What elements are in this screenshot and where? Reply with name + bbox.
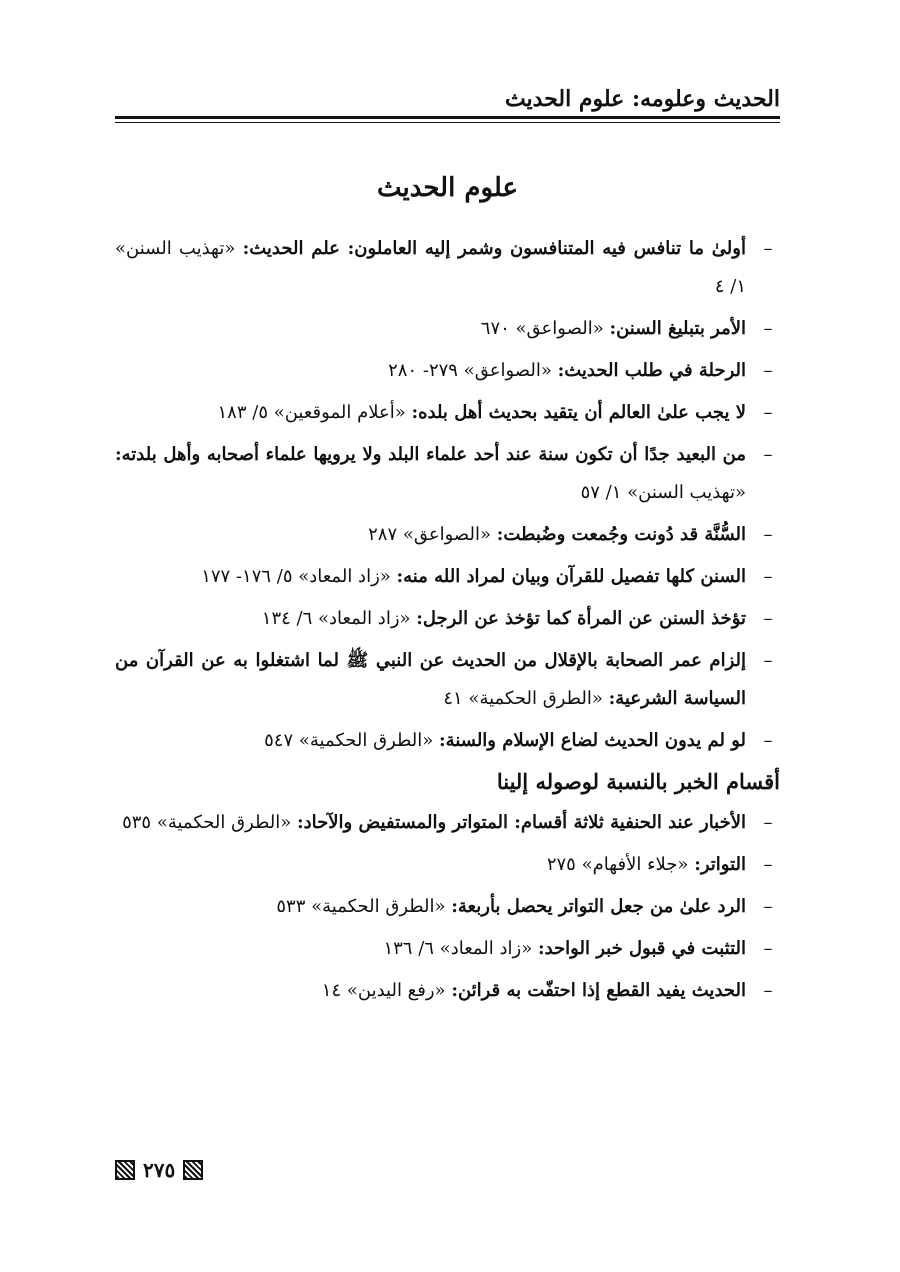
entry-topic: تؤخذ السنن عن المرأة كما تؤخذ عن الرجل: — [416, 608, 746, 629]
list-item — [115, 352, 780, 390]
list-item — [115, 600, 780, 638]
entries-group-2 — [115, 804, 780, 1010]
entry-topic: لو لم يدون الحديث لضاع الإسلام والسنة: — [439, 730, 746, 751]
content-body — [115, 230, 780, 1014]
list-item — [115, 558, 780, 596]
running-header — [115, 84, 780, 118]
entry-reference: «الطرق الحكمية» ٥٤٧ — [264, 730, 434, 751]
entry-topic: التواتر: — [694, 854, 746, 875]
ornament-icon — [115, 1160, 135, 1180]
section-title: علوم الحديث — [376, 173, 519, 203]
bullet-dash-icon: – — [763, 524, 773, 545]
entry-topic: الأخبار عند الحنفية ثلاثة أقسام: المتواتر والمستفيض والآحاد: — [296, 812, 746, 833]
entry-reference: «تهذيب السنن» ١/ ٥٧ — [580, 482, 746, 503]
bullet-dash-icon: – — [763, 938, 773, 959]
entry-reference: «رفع اليدين» ١٤ — [321, 980, 446, 1001]
bullet-dash-icon: – — [763, 402, 773, 423]
entry-reference: «الصواعق» ٢٧٩- ٢٨٠ — [388, 360, 552, 381]
entry-reference: «الطرق الحكمية» ٥٣٥ — [122, 812, 292, 833]
list-item — [115, 722, 780, 760]
bullet-dash-icon: – — [763, 854, 773, 875]
list-item — [115, 642, 780, 718]
page — [115, 0, 780, 1272]
entry-reference: «زاد المعاد» ٦/ ١٣٤ — [261, 608, 411, 629]
entry-reference: «الصواعق» ٦٧٠ — [480, 318, 604, 339]
bullet-dash-icon: – — [763, 238, 773, 259]
bullet-dash-icon: – — [763, 730, 773, 751]
entry-topic: الرحلة في طلب الحديث: — [557, 360, 746, 381]
list-item — [115, 394, 780, 432]
bullet-dash-icon: – — [763, 812, 773, 833]
bullet-dash-icon: – — [763, 566, 773, 587]
bullet-dash-icon: – — [763, 896, 773, 917]
list-item — [115, 846, 780, 884]
entry-topic: السُّنَّة قد دُونت وجُمعت وضُبطت: — [496, 524, 746, 545]
entry-topic: إلزام عمر الصحابة بالإقلال من الحديث عن النبي ﷺ لما اشتغلوا به عن القرآن من السياسة الشرعية: — [115, 650, 746, 709]
entry-reference: «الطرق الحكمية» ٤١ — [443, 688, 603, 709]
header-rule-thin — [115, 122, 780, 123]
list-item — [115, 436, 780, 512]
subheading: أقسام الخبر بالنسبة لوصوله إلينا — [496, 769, 780, 794]
bullet-dash-icon: – — [763, 650, 773, 671]
entry-topic: الحديث يفيد القطع إذا احتفّت به قرائن: — [451, 980, 746, 1001]
entry-reference: «جلاء الأفهام» ٢٧٥ — [546, 854, 689, 875]
running-title: الحديث وعلومه: علوم الحديث — [504, 86, 780, 112]
list-item — [115, 310, 780, 348]
list-item — [115, 804, 780, 842]
bullet-dash-icon: – — [763, 318, 773, 339]
entry-reference: «أعلام الموقعين» ٥/ ١٨٣ — [217, 402, 406, 423]
entry-topic: التثبت في قبول خبر الواحد: — [537, 938, 746, 959]
list-item — [115, 230, 780, 306]
list-item — [115, 516, 780, 554]
entry-topic: الرد علىٰ من جعل التواتر يحصل بأربعة: — [451, 896, 746, 917]
list-item — [115, 888, 780, 926]
list-item — [115, 972, 780, 1010]
bullet-dash-icon: – — [763, 980, 773, 1001]
bullet-dash-icon: – — [763, 608, 773, 629]
entry-topic: الأمر بتبليغ السنن: — [609, 318, 746, 339]
entry-topic: لا يجب علىٰ العالم أن يتقيد بحديث أهل بلده: — [411, 402, 746, 423]
bullet-dash-icon: – — [763, 444, 773, 465]
page-number: ٢٧٥ — [143, 1158, 176, 1182]
ornament-icon — [183, 1160, 203, 1180]
entries-group-1 — [115, 230, 780, 760]
entry-reference: «الصواعق» ٢٨٧ — [368, 524, 492, 545]
entry-reference: «زاد المعاد» ٥/ ١٧٦- ١٧٧ — [201, 566, 391, 587]
bullet-dash-icon: – — [763, 360, 773, 381]
entry-reference: «الطرق الحكمية» ٥٣٣ — [276, 896, 446, 917]
entry-topic: من البعيد جدًا أن تكون سنة عند أحد علماء البلد ولا يرويها علماء أصحابه وأهل بلدته: — [115, 444, 746, 465]
entry-reference: «زاد المعاد» ٦/ ١٣٦ — [383, 938, 533, 959]
entry-topic: أولىٰ ما تنافس فيه المتنافسون وشمر إليه العاملون: علم الحديث: — [242, 238, 746, 259]
entry-topic: السنن كلها تفصيل للقرآن وبيان لمراد الله منه: — [396, 566, 746, 587]
list-item — [115, 930, 780, 968]
page-footer — [115, 1155, 203, 1185]
header-rule-thick — [115, 116, 780, 119]
entry-reference: «تهذيب السنن» ١/ ٤ — [115, 238, 746, 297]
